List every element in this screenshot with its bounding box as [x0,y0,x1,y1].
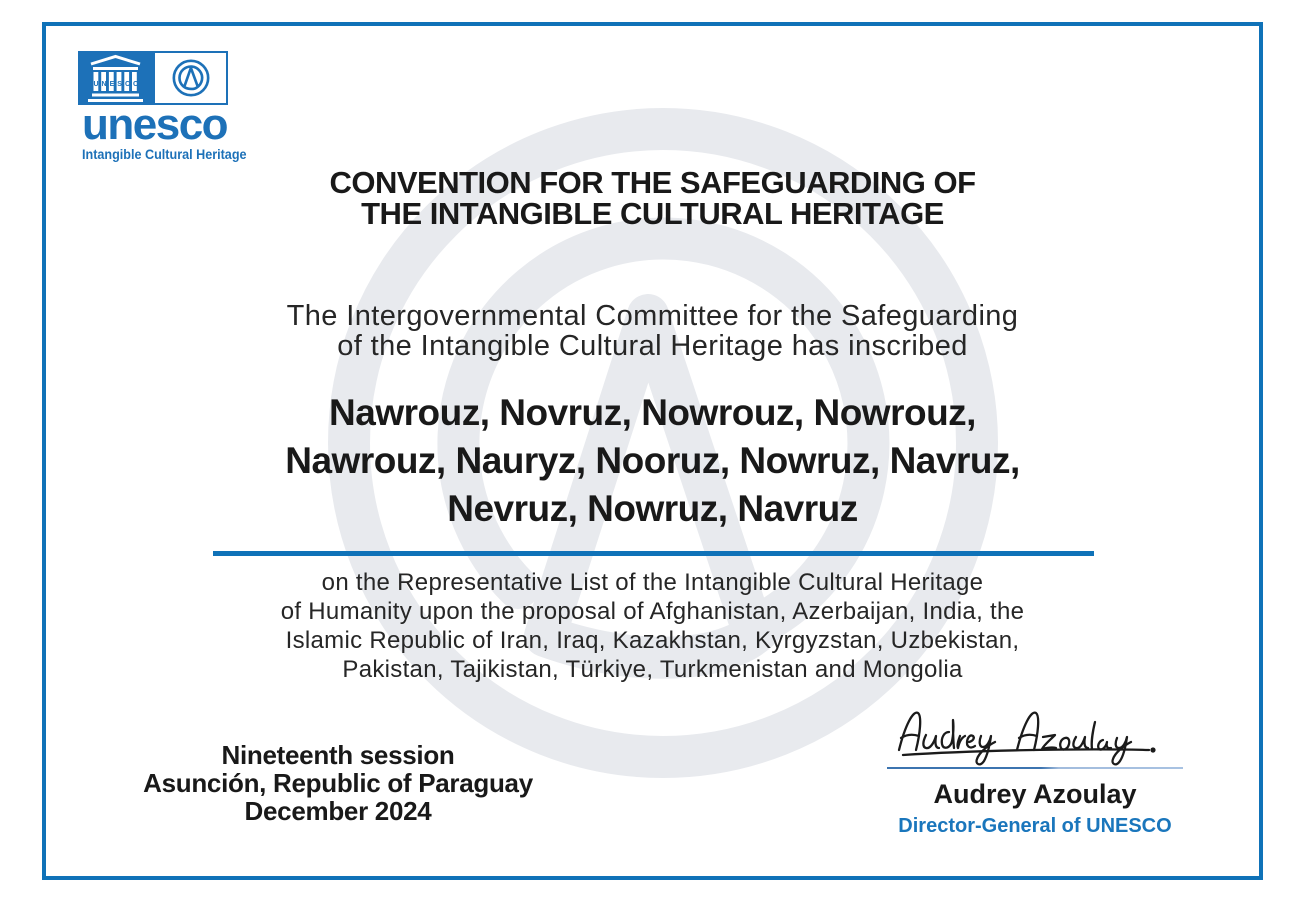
element-line-2: Nawrouz, Nauryz, Nooruz, Nowruz, Navruz, [285,440,1020,481]
intro-line-2: of the Intangible Cultural Heritage has inscribed [337,330,968,362]
session-line-1: Nineteenth session [221,740,455,770]
list-line-1: on the Representative List of the Intangible Cultural Heritage [321,569,984,596]
session-info [128,741,548,825]
list-line-2: of Humanity upon the proposal of Afghanistan, Azerbaijan, India, the [280,598,1025,625]
list-line-3: Islamic Republic of Iran, Iraq, Kazakhstan, Kyrgyzstan, Uzbekistan, [285,627,1020,654]
signature-handwriting [893,698,1173,768]
session-line-2: Asunción, Republic of Paraguay [143,768,533,798]
element-line-3: Nevruz, Nowruz, Navruz [447,488,858,529]
convention-title [42,167,1263,229]
list-line-4: Pakistan, Tajikistan, Türkiye, Turkmenistan and Mongolia [342,656,963,683]
signatory-role: Director-General of UNESCO [898,815,1172,837]
intro-line-1: The Intergovernmental Committee for the Safeguarding [286,300,1019,332]
ich-spiral-icon [153,51,228,105]
unesco-temple-icon [78,51,153,105]
inscription-intro [42,301,1263,361]
element-line-1: Nawrouz, Novruz, Nowrouz, Nowrouz, [329,392,976,433]
divider-rule [213,551,1094,556]
title-line-2: THE INTANGIBLE CULTURAL HERITAGE [361,196,944,231]
signatory-name: Audrey Azoulay [933,779,1137,809]
unesco-wordmark: unesco [82,100,228,149]
temple-letters: UNESCO [93,81,142,88]
signature-rule [887,767,1183,769]
representative-list-text [42,568,1263,684]
title-line-1: CONVENTION FOR THE SAFEGUARDING OF [329,165,976,200]
unesco-ich-logo [78,51,228,105]
logo-tagline: Intangible Cultural Heritage [82,146,247,162]
session-line-3: December 2024 [244,796,432,826]
inscribed-element-name [42,389,1263,533]
